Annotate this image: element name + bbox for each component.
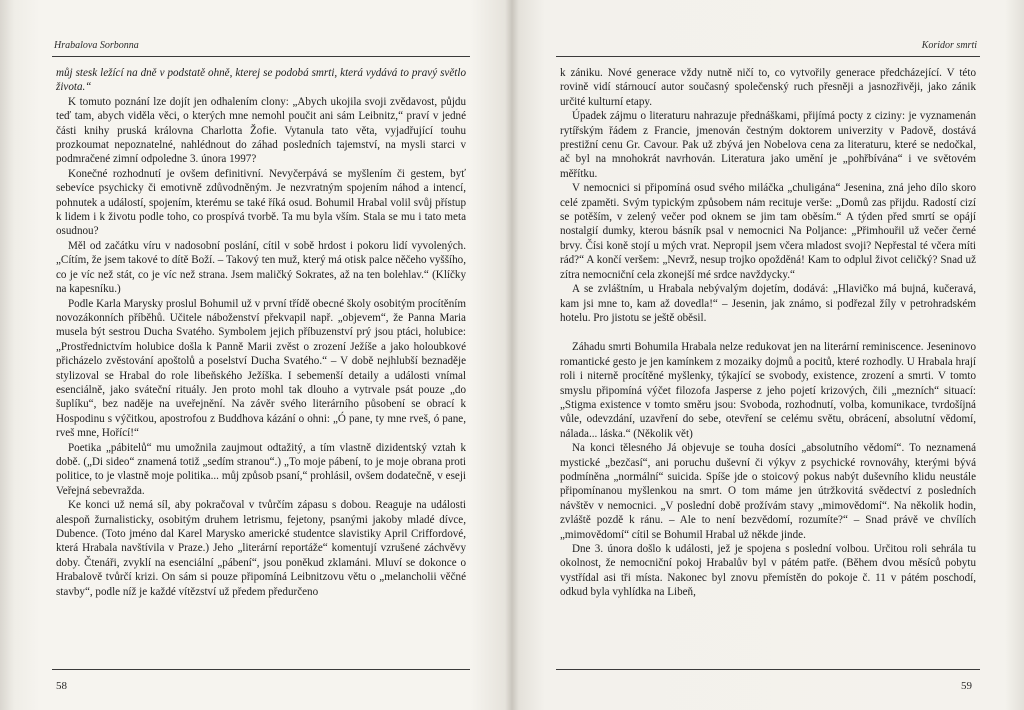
left-page-body <box>56 66 466 599</box>
paragraph: Konečné rozhodnutí je ovšem definitivní. Nevyčerpává se myšlením či gestem, byť sebevíce psychicky či emotivně zdůvodněným. Je nezvratným spojením náhod a intencí, pohnutek a událostí, spojením, kterému se také říká osud. Bohumil Hrabal volil svůj přístup k lidem i k životu podle toho, co prospívá tvorbě. Ta mu byla vším. Stala se mu i tato meta osudnou? <box>56 167 466 238</box>
paragraph: Poetika „pábitelů“ mu umožnila zaujmout odtažitý, a tím vlastně dizidentský vztah k době. („Di sideo“ znamená totiž „sedím stranou“.) „To moje pábení, to je moje obrana proti politice, to je vlastně moje politika... můj způsob psaní,“ prohlásil, ovšem dodatečně, v eseji Veřejná sebevražda. <box>56 441 466 497</box>
paragraph: Ke konci už nemá síl, aby pokračoval v tvůrčím zápasu s dobou. Reaguje na události alespoň žurnalisticky, osobitým druhem letrismu, fejetony, psanými jakoby mladé dívce, Dubence. (Toto jméno dal Karel Marysko americké studentce slavistiky April Criffordové, která Hrabala navštívila v Praze.) Jeho „literární reportáže“ komentují vzrušené záchvěvy doby. Čtenáři, zvyklí na esenciální „pábení“, jsou poněkud zklamáni. Mluví se dokonce o Hrabalově tvůrčí krizi. On sám si pouze připomíná Leibnitzovu větu o „melancholii věčné stavby“, podle níž je každé vítězství už předem předurčeno <box>56 499 466 598</box>
footer-rule-left <box>52 669 470 670</box>
right-page-body <box>560 66 976 600</box>
page-number-left: 58 <box>56 680 67 692</box>
paragraph: K tomuto poznání lze dojít jen odhalením clony: „Abych ukojila svoji zvědavost, půjdu teď tam, abych viděla věci, o kterých mne nemohl poučit ani sám Leibnitz,“ praví v jedné části knihy pruská královna Charlotta Žofie. Vytanula tato věta, vyjadřující touhu prozkoumat nepoznatelné, nahlédnout do záhad posledních tajemství, na mysli starci v podmračené zimní odpoledne 3. února 1997? <box>56 95 466 166</box>
paragraph: Podle Karla Marysky proslul Bohumil už v první třídě obecné školy osobitým procítěním novozákonních příběhů. Učitele náboženství překvapil např. „objevem“, že Panna Maria musela být sestrou Ducha Svatého. Symbolem jejich příbuzenství prý jsou ptáci, holubice: „Prostřednictvím holubice došla k Panně Marii zvěst o zrození Ježíše a jako holoubkové přicházelo zvěstování apoštolů a poselství Ducha Svatého.“ – V době nejhlubší beznaděje stylizoval se Hrabal do role libeňského Ježíška. I sebemenší detaily a události vnímal esenciálně, jako sváteční rituály. Jen proto mohl tak dlouho a vytrvale psát pouze „do šuplíku“, bez naděje na uveřejnění. Na závěr svého literárního působení se obrací k Hospodinu s výčitkou, apostrofou z Buddhova kázání o ohni: „Ó pane, ty mne rveš, ó pane, rveš mne, Hořící!“ <box>56 297 466 440</box>
paragraph: Měl od začátku víru v nadosobní poslání, cítil v sobě hrdost i pokoru lidí vyvolených. „Cítím, že jsem takové to dítě Boží. – Takový ten muž, který má otisk palce něčeho vyššího, co je víc než stát, co je víc než strana. Jsem maličký Sokrates, až na ten bolehlav.“ (Klíčky na kapesníku.) <box>56 239 467 296</box>
paragraph: Záhadu smrti Bohumila Hrabala nelze redukovat jen na literární reminiscence. Jeseninovo romantické gesto je jen kamínkem z mozaiky dojmů a pocitů, které rozhodly. U Hrabala hrají roli i niterně procítěné myšlenky, týkající se svobody, existence, zrození a smrti. V tomto smyslu připomíná výčet filozofa Jasperse z jeho pojetí krizových, čili „mezních“ situací: „Stigma existence v tomto směru jsou: Svoboda, rozhodnutí, volba, komunikace, tvrdošíjná vůle, odevzdání, uzavření do sebe, otevření se celému světu, obrácení, absolutní vědomí, nálada... láska.“ (Několik vět) <box>560 341 976 440</box>
page-number-right: 59 <box>961 680 972 692</box>
footer-rule-right <box>556 669 980 670</box>
running-head-left: Hrabalova Sorbonna <box>54 40 139 51</box>
paragraph: k zániku. Nové generace vždy nutně ničí to, co vytvořily generace předcházející. V této rovině vidí stárnoucí autor současný společenský ruch přesněji a jasnozřivěji, jako zánik určité kulturní etapy. <box>560 67 976 108</box>
header-rule-left <box>52 56 470 57</box>
running-head-right: Koridor smrti <box>921 40 977 51</box>
paragraph: Dne 3. února došlo k události, jež je spojena s poslední volbou. Určitou roli sehrála tu okolnost, že nemocniční pokoj Hrabalův byl v pátém patře. (Během dvou měsíců pobytu vystřídal asi tři místa. Nakonec byl znovu přemístěn do pokoje č. 11 v pátém poschodí, odkud byla vyhlídka na Libeň, <box>560 543 976 599</box>
paragraph: Úpadek zájmu o literaturu nahrazuje přednáškami, přijímá pocty z ciziny: je vyznamenán rytířským řádem z Francie, jmenován čestným doktorem univerzity v Padově, dostává prestižní cenu Gr. Cavour. Pak už zbývá jen Nobelova cena za literaturu, které se nedočkal, ač byl na mnohokrát navrhován. Literatura jako umění je „pohřbívána“ i ve světovém měřítku. <box>560 110 976 180</box>
right-page <box>512 0 1024 710</box>
paragraph: V nemocnici si připomíná osud svého miláčka „chuligána“ Jesenina, zná jeho dílo skoro celé zpaměti. Svým typickým způsobem nám recituje verše: „Domů zas přijdu. Radostí cizí se potěším, v zelený večer pod oknem se jim tam oběsím.“ A týden před smrtí se opájí nostalgií dumky, kterou básník psal v nemocnici Na Poljance: „Přimhouřil už večer černé brvy. Čísi koně stojí u mých vrat. Nepropil jsem včera mladost svoji? Nepřestal té včera míti rád?“ A končí veršem: „Nevrž, nesup trojko opožděná! Kam to odplul život celičký? Snad už zítra nemocniční cela zkonejší mé srdce navždycky.“ <box>560 182 976 281</box>
header-rule-right <box>556 56 980 57</box>
paragraph: A se zvláštním, u Hrabala nebývalým dojetím, dodává: „Hlavičko má bujná, kučeravá, kam jsi mne to, kam až dovedla!“ – Jesenin, jak známo, si podřezal žíly v petrohradském hotelu. Pro jistotu se ještě oběsil. <box>560 283 976 324</box>
paragraph: Na konci tělesného Já objevuje se touha dosíci „absolutního vědomí“. To neznamená mystické „bezčasí“, ani poruchu duševní či výkyv z psychické rovnováhy, kterými bývá podmíněna „normální“ suicida. Spíše jde o stoicový pokus nabýt duševního klidu neustále připomínanou myšlenkou na smrt. O tom máme jen útržkovitá svědectví z posledních návštěv v nemocnici. „V poslední době prožívám stavy „mimovědomí“. Na několik hodin, zvláště pozdě k ránu. – Ale to není bezvědomí, rozumíte?“ – Snad právě ve chvílích „mimovědomí“ cítil se Bohumil Hrabal už někde jinde. <box>560 442 976 541</box>
paragraph: můj stesk ležící na dně v podstatě ohně, kterej se podobá smrti, která vydává to pravý světlo života.“ <box>56 67 466 94</box>
